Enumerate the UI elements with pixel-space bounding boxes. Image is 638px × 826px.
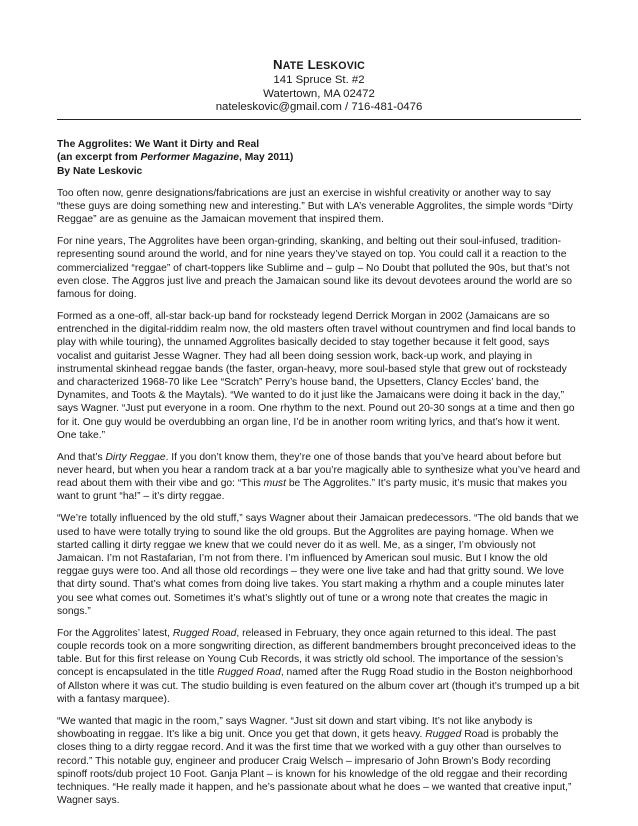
p7-album-title: Rugged bbox=[425, 729, 462, 741]
paragraph-1: Too often now, genre designations/fabrications are just an exercise in wishful creativity or another way to say “these guys are doing something new and interesting.” But with LA’s venerable Aggrolites, the simple words “Dirty Reggae” are as genuine as the Jamaican movement that inspired them. bbox=[57, 187, 573, 226]
p7-text-a: “We wanted that magic in the room,” says Wagner. “Just sit down and start vibing. It’s not like anybody is showboating in reggae. It’s like a big unit. Once you get that down, it gets heavy. bbox=[57, 715, 533, 741]
city-state-zip: Watertown, MA 02472 bbox=[263, 87, 375, 100]
p6-text-c: , named after the Rugg Road studio in the Boston neighborhood of Allston where it was cut. The studio building is even featured on the album cover art (though it’s trumped up a bit with a fantasy marquee). bbox=[57, 667, 580, 705]
author-name bbox=[57, 58, 581, 74]
name-initial-last: L bbox=[307, 57, 316, 72]
p6-album-title: Rugged Road bbox=[172, 627, 237, 639]
contact-line: nateleskovic@gmail.com / 716-481-0476 bbox=[215, 101, 423, 114]
p7-text-b: Road is probably the closes thing to a dirty reggae record. And it was the first time that we worked with a guy other than ourselves to record.” This notable guy, engineer and producer Craig Welsch – impresario of John Brown’s Body recording spinoff roots/dub project 10 Foot. Ganja Plant – is known for his knowledge of the old reggae and their recording techniques. “He really made it happen, and he’s passionate about what he does – we wanted that creative input,” Wagner says. bbox=[57, 729, 572, 807]
paragraph-5: “We’re totally influenced by the old stuff,” says Wagner about their Jamaican predecessors. “The old bands that we used to have were totally trying to sound like the old groups. But the Aggrolites are paying homage. When we started calling it dirty reggae we knew that we could never do it as well. Me, as a singer, I’m obviously not Jamaican. I’m not Rastafarian, I’m not from there. I’m influenced by American soul music. But I know the old reggae guys were too. And all those old recordings – they were one live take and had that gritty sound. We love that dirty sound. That’s what comes from doing live takes. You start making a rhythm and a couple minutes later you see what comes out. Sometimes it’s what’s slightly out of tune or a wrong note that creates the magic in songs.” bbox=[57, 513, 579, 617]
paragraph-7 bbox=[57, 715, 581, 807]
name-initial-first: N bbox=[273, 57, 283, 72]
name-rest-last: ESKOVIC bbox=[315, 60, 365, 72]
p6-text-b: , released in February, they once again returned to this ideal. The past couple records took on a more songwriting direction, as different bandmembers brought preconceived ideas to the table. But for this first release on Young Cub Records, it was strictly old school. The importance of the session’s concept is encapsulated in the title bbox=[57, 627, 576, 679]
article-source bbox=[57, 151, 581, 164]
paragraph-4 bbox=[57, 451, 581, 504]
article-title-block bbox=[57, 138, 581, 178]
p4-text-c: be The Aggrolites.” It’s party music, it’s music that makes you want to grunt “ha!” – it’s dirty reggae. bbox=[57, 478, 567, 503]
article-title: The Aggrolites: We Want it Dirty and Real bbox=[57, 139, 260, 151]
header-rule bbox=[57, 119, 581, 120]
publication-name: Performer Magazine bbox=[140, 152, 239, 164]
p4-emphasis: must bbox=[263, 478, 286, 490]
letterhead bbox=[57, 58, 581, 115]
p6-text-a: For the Aggrolites’ latest, bbox=[57, 627, 173, 639]
resume-page bbox=[57, 58, 581, 807]
paragraph-6 bbox=[57, 627, 581, 706]
p4-text-a: And that’s bbox=[57, 451, 106, 463]
street-address: 141 Spruce St. #2 bbox=[273, 73, 365, 86]
source-prefix: (an excerpt from bbox=[57, 152, 141, 164]
source-suffix: , May 2011) bbox=[238, 152, 294, 164]
paragraph-2: For nine years, The Aggrolites have been organ-grinding, skanking, and belting out their soul-infused, tradition-representing sound around the world, and for nine years they’ve stayed on top. You could call it a reaction to the commercialized “reggae” of chart-toppers like Sublime and – gulp – No Doubt that polluted the 90s, but that’s not even close. The Aggros just live and preach the Jamaican sound like its devout devotees around the world are so famous for doing. bbox=[57, 236, 572, 301]
byline: By Nate Leskovic bbox=[57, 165, 143, 177]
p4-album-title: Dirty Reggae bbox=[105, 451, 166, 463]
paragraph-3: Formed as a one-off, all-star back-up band for rocksteady legend Derrick Morgan in 2002 (Jamaicans are so entrenched in the digital-riddim realm now, the old masters often travel without countrymen and find local bands to play with while touring), the unnamed Aggrolites basically decided to stay together because it felt good, says vocalist and guitarist Jesse Wagner. They had all been doing session work, back-up work, and playing in instrumental skinhead reggae bands (the faster, organ-heavy, more soul-based style that grew out of rocksteady and characterized 1968-70 like Lee “Scratch” Perry’s house band, the Upsetters, Clancy Eccles’ band, the Dynamites, and Toots & the Maytals). “We wanted to do it just like the Jamaicans were doing it back in the day,” says Wagner. “Just put everyone in a room. One rhythm to the next. Pound out 20-30 songs at a time and then go for it. One guy would be overdubbing an organ line, I’d be in another room writing lyrics, and that’s how it went. One take.” bbox=[57, 311, 576, 441]
p4-text-b: . If you don’t know them, they’re one of those bands that you’ve heard about before but never heard, but when you hear a random track at a bar you’re magically able to synthesize what you’ve heard and read about them with their vibe and go: “This bbox=[57, 451, 581, 490]
name-rest-first: ATE bbox=[282, 60, 304, 72]
p6-album-title-2: Rugged Road bbox=[217, 667, 281, 679]
